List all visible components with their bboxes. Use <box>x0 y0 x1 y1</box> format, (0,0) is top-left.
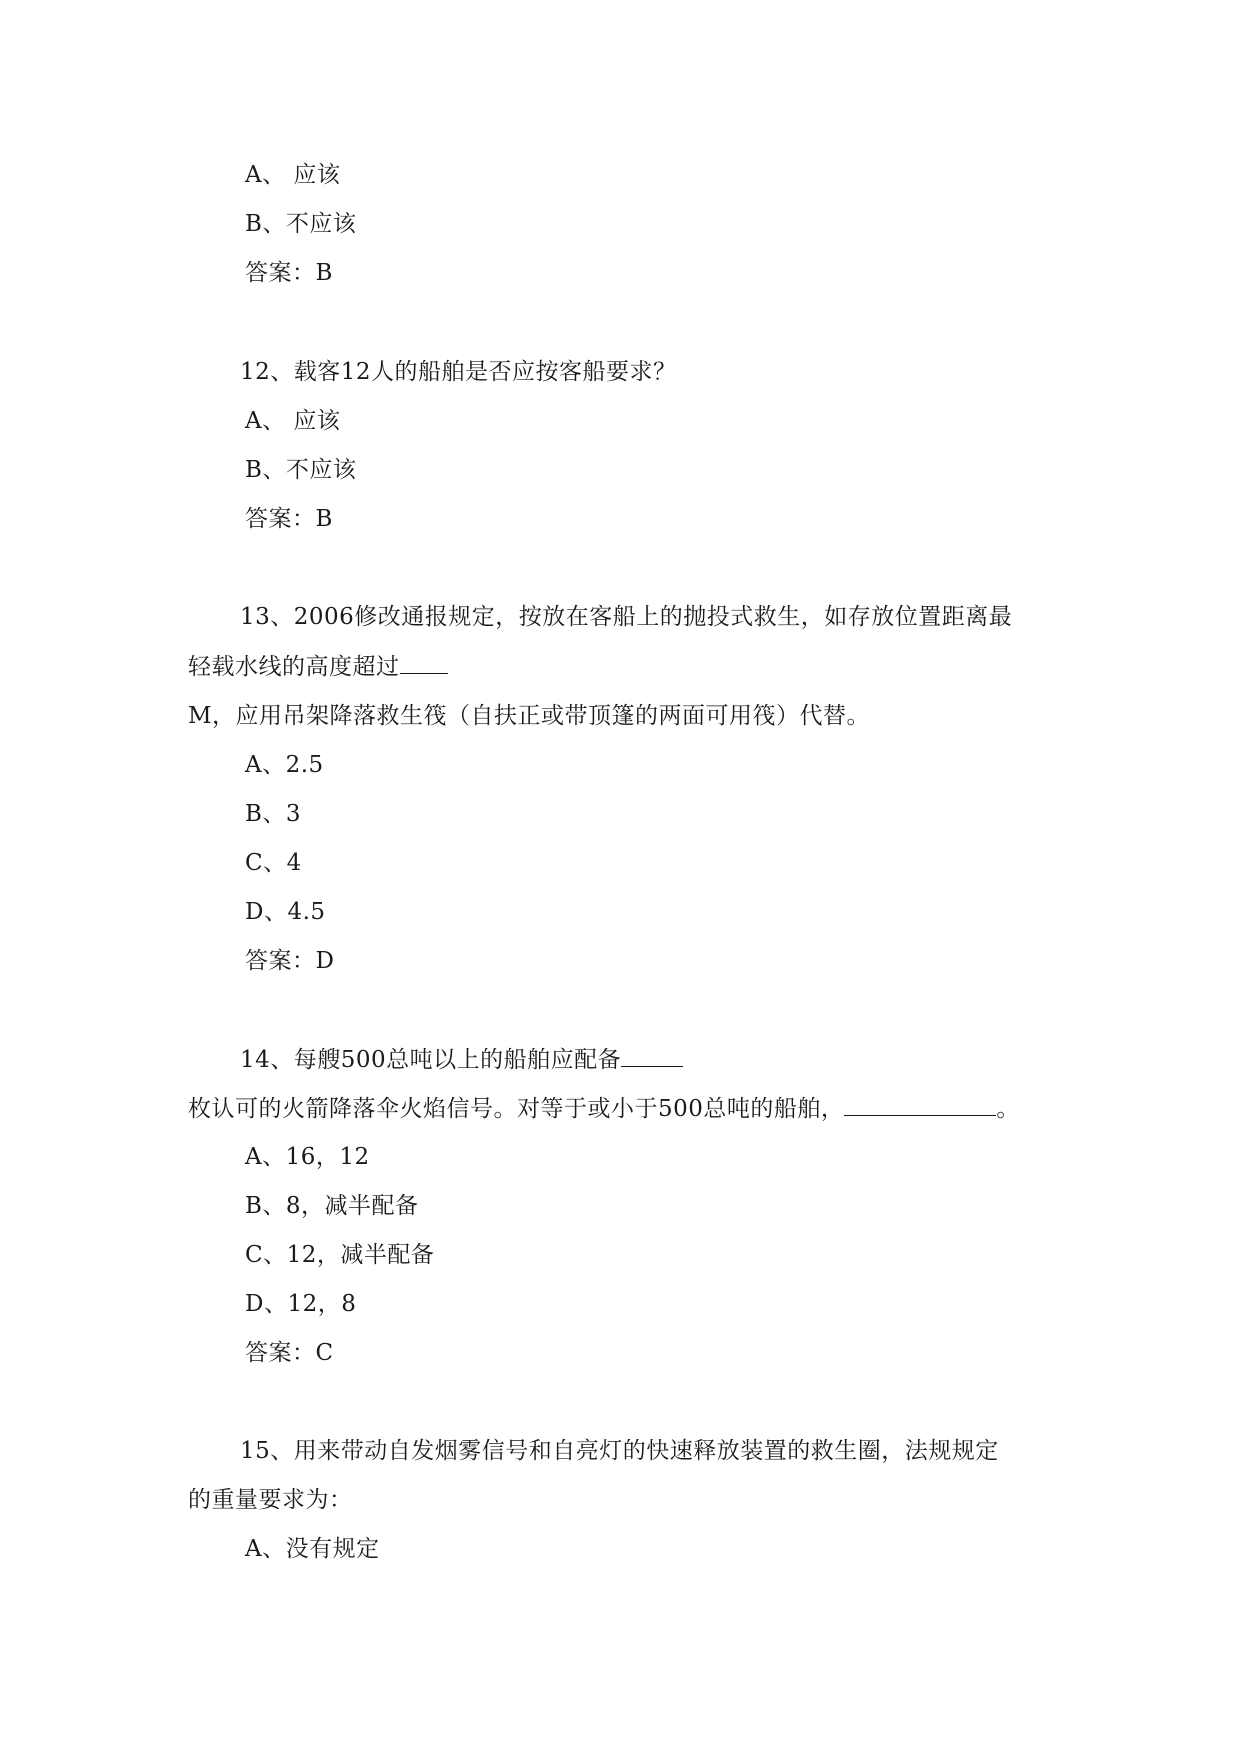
question-13-line3: M，应用吊架降落救生筏（自扶正或带顶篷的两面可用筏）代替。 <box>188 703 871 729</box>
question-12: 12、载客12人的船舶是否应按客船要求？ <box>240 359 677 385</box>
fill-blank <box>844 1093 996 1116</box>
fill-blank <box>621 1044 683 1067</box>
q13-option-b: B、3 <box>245 801 302 827</box>
question-14-line2-end: 。 <box>996 1096 1020 1122</box>
q13-answer: 答案：D <box>245 948 335 974</box>
answer: 答案：B <box>245 260 333 286</box>
q14-option-b: B、8，减半配备 <box>245 1193 419 1219</box>
question-14-line2 <box>188 1093 1020 1124</box>
question-13-line2-text: 轻载水线的高度超过 <box>188 654 400 680</box>
q13-option-a: A、2.5 <box>245 752 324 778</box>
question-15-line1: 15、用来带动自发烟雾信号和自亮灯的快速释放装置的救生圈，法规规定 <box>240 1438 999 1464</box>
q14-option-a: A、16，12 <box>245 1144 370 1170</box>
question-14-line1 <box>240 1044 683 1075</box>
question-13-line1: 13、2006修改通报规定，按放在客船上的抛投式救生，如存放位置距离最 <box>240 604 1013 630</box>
q12-answer: 答案：B <box>245 506 333 532</box>
q15-option-a: A、没有规定 <box>245 1536 380 1562</box>
q12-option-a: A、 应该 <box>245 408 341 434</box>
question-13-line2 <box>188 651 448 682</box>
q13-option-d: D、4.5 <box>245 899 326 925</box>
q14-answer: 答案：C <box>245 1340 334 1366</box>
question-14-line2-text: 枚认可的火箭降落伞火焰信号。对等于或小于500总吨的船舶， <box>188 1096 845 1122</box>
q14-option-c: C、12，减半配备 <box>245 1242 435 1268</box>
question-14-line1-text: 14、每艘500总吨以上的船舶应配备 <box>240 1047 622 1073</box>
option-b: B、不应该 <box>245 211 357 237</box>
question-15-line2: 的重量要求为： <box>188 1487 353 1513</box>
q13-option-c: C、4 <box>245 850 302 876</box>
q14-option-d: D、12，8 <box>245 1291 357 1317</box>
q12-option-b: B、不应该 <box>245 457 357 483</box>
fill-blank <box>400 651 448 674</box>
option-a: A、 应该 <box>245 162 341 188</box>
